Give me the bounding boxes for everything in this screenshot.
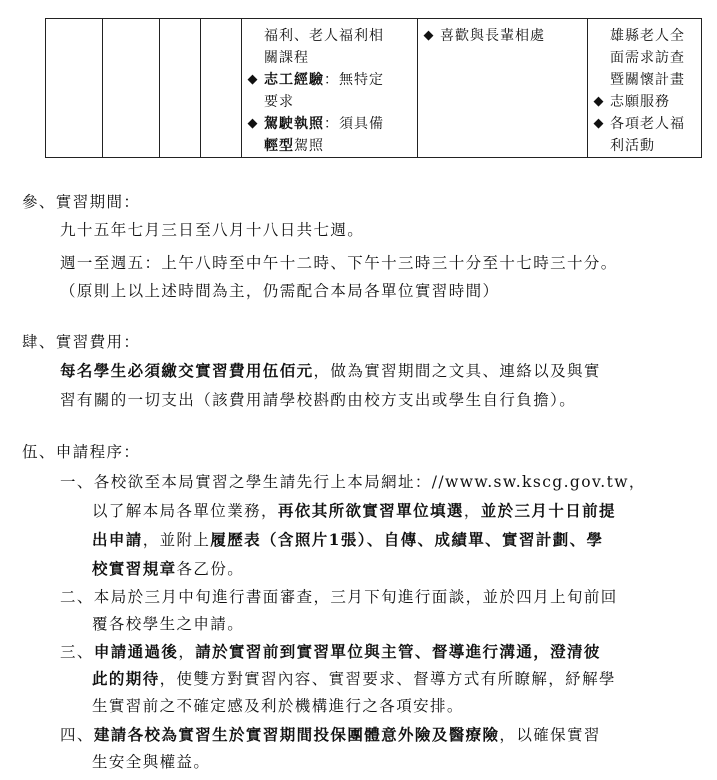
cell-line xyxy=(242,47,417,69)
bold-text: 校實習規章 xyxy=(92,559,177,578)
paragraph-line xyxy=(92,528,603,550)
text: 駕照 xyxy=(294,138,324,154)
cell-line xyxy=(418,25,587,47)
bullet-indent xyxy=(242,91,264,113)
diamond-bullet-icon: ◆ xyxy=(247,116,259,131)
text: 九十五年七月三日至八月十八日共七週。 xyxy=(60,221,365,239)
cell-line-text xyxy=(264,91,417,113)
text: 週一至週五：上午八時至中午十二時、下午十三時三十分至十七時三十分。 xyxy=(60,254,618,272)
text: 面需求訪查 xyxy=(610,50,685,66)
text: 福利、老人福利相 xyxy=(264,28,384,44)
paragraph-line xyxy=(92,499,616,521)
text: 覆各校學生之申請。 xyxy=(92,615,245,633)
bold-text: 再依其所欲實習單位填選 xyxy=(277,501,464,520)
text: 三、 xyxy=(60,643,94,661)
text: 關課程 xyxy=(264,50,309,66)
cell-line-text xyxy=(610,113,701,135)
diamond-bullet-icon: ◆ xyxy=(593,116,605,131)
text: 喜歡與長輩相處 xyxy=(440,28,545,44)
section-heading xyxy=(22,440,140,462)
paragraph-line xyxy=(60,640,601,662)
text: 參、實習期間： xyxy=(22,193,141,211)
section-heading xyxy=(22,330,140,352)
cell-line-text xyxy=(610,91,701,113)
paragraph-line xyxy=(92,612,244,634)
text: 習有關的一切支出（該費用請學校斟酌由校方支出或學生自行負擔）。 xyxy=(60,391,577,409)
table-cell-4 xyxy=(201,19,242,158)
diamond-bullet-icon: ◆ xyxy=(247,72,259,87)
text: 志願服務 xyxy=(610,94,670,110)
bold-text: 輕型 xyxy=(264,138,294,154)
traits-list xyxy=(418,19,587,47)
text: ：須具備 xyxy=(324,116,384,132)
diamond-bullet-icon: ◆ xyxy=(593,94,605,109)
bullet-indent xyxy=(242,25,264,47)
text: 以了解本局各單位業務， xyxy=(92,502,278,520)
cell-line xyxy=(588,135,701,157)
cell-line-text xyxy=(264,113,417,135)
cell-line-text xyxy=(610,25,701,47)
text: ， xyxy=(463,502,481,520)
text: ， xyxy=(178,643,196,661)
bullet-indent xyxy=(588,25,610,47)
paragraph-line xyxy=(92,667,616,689)
text: ，以確保實習 xyxy=(499,726,601,744)
table-cell-1 xyxy=(46,19,103,158)
paragraph-line xyxy=(60,279,499,301)
text: 生實習前之不確定感及利於機構進行之各項安排。 xyxy=(92,697,464,715)
bold-text: 每名學生必須繳交實習費用伍佰元 xyxy=(60,361,314,380)
paragraph-line xyxy=(60,723,601,745)
activities-list xyxy=(588,19,701,157)
text: 利活動 xyxy=(610,138,655,154)
text: 生安全與權益。 xyxy=(92,753,211,771)
paragraph-line xyxy=(60,359,601,381)
bold-text: 此的期待 xyxy=(92,669,160,688)
cell-line xyxy=(242,135,417,157)
cell-line-text xyxy=(440,25,587,47)
text: 要求 xyxy=(264,94,294,110)
cell-line xyxy=(588,91,701,113)
bold-text: 建請各校為實習生於實習期間投保團體意外險及醫療險 xyxy=(93,725,500,744)
cell-line-text xyxy=(264,69,417,91)
table-cell-3 xyxy=(160,19,201,158)
cell-line xyxy=(242,113,417,135)
bold-text: 請於實習前到實習單位與主管、督導進行溝通，澄清彼 xyxy=(195,642,601,661)
text: （原則上以上述時間為主，仍需配合本局各單位實習時間） xyxy=(60,282,500,300)
table-cell-requirements xyxy=(242,19,418,158)
text: 各項老人福 xyxy=(610,116,685,132)
paragraph-line xyxy=(60,218,364,240)
text: ，使雙方對實習內容、實習要求、督導方式有所瞭解，紓解學 xyxy=(159,670,616,688)
cell-line-text xyxy=(610,47,701,69)
paragraph-line xyxy=(60,585,618,607)
paragraph-line xyxy=(60,251,618,273)
cell-line xyxy=(242,91,417,113)
text: 伍、申請程序： xyxy=(22,443,141,461)
cell-line xyxy=(588,69,701,91)
cell-line-text xyxy=(264,47,417,69)
bold-text: 出申請 xyxy=(92,530,143,549)
bold-text: 駕駛執照 xyxy=(264,116,324,132)
table-cell-2 xyxy=(103,19,160,158)
text: 二、本局於三月中旬進行書面審查，三月下旬進行面談，並於四月上旬前回 xyxy=(60,588,618,606)
bold-text: 申請通過後 xyxy=(93,642,179,661)
table-cell-traits xyxy=(418,19,588,158)
text: 四、 xyxy=(60,726,94,744)
requirements-list xyxy=(242,19,417,157)
paragraph-line xyxy=(92,557,244,579)
paragraph-line xyxy=(60,470,646,492)
section-heading xyxy=(22,190,140,212)
cell-line-text xyxy=(610,135,701,157)
cell-line xyxy=(588,113,701,135)
diamond-bullet-icon: ◆ xyxy=(423,28,435,43)
internship-units-table xyxy=(45,18,702,158)
cell-line-text xyxy=(610,69,701,91)
cell-line xyxy=(588,47,701,69)
text: 肆、實習費用： xyxy=(22,333,141,351)
text: ，做為實習期間之文具、連絡以及與實 xyxy=(313,362,601,380)
bold-text: 並於三月十日前提 xyxy=(480,501,616,520)
cell-line xyxy=(242,69,417,91)
bullet-indent xyxy=(588,135,610,157)
bullet-indent xyxy=(242,135,264,157)
table-cell-activities xyxy=(588,19,702,158)
bullet-indent xyxy=(588,69,610,91)
text: ，並附上 xyxy=(142,531,211,549)
bullet-indent xyxy=(242,47,264,69)
text: 暨關懷計畫 xyxy=(610,72,685,88)
text: 雄縣老人全 xyxy=(610,28,685,44)
cell-line xyxy=(242,25,417,47)
paragraph-line xyxy=(60,388,576,410)
cell-line-text xyxy=(264,135,417,157)
text: 各乙份。 xyxy=(176,560,245,578)
bold-text: 履歷表（含照片1張）、自傳、成績單、實習計劃、學 xyxy=(210,530,604,549)
paragraph-line xyxy=(92,750,210,772)
bullet-indent xyxy=(588,47,610,69)
text: ：無特定 xyxy=(324,72,384,88)
text: 一、各校欲至本局實習之學生請先行上本局網址：//www.sw.kscg.gov.tw， xyxy=(60,473,646,491)
cell-line xyxy=(588,25,701,47)
bold-text: 志工經驗 xyxy=(264,72,324,88)
paragraph-line xyxy=(92,694,464,716)
cell-line-text xyxy=(264,25,417,47)
